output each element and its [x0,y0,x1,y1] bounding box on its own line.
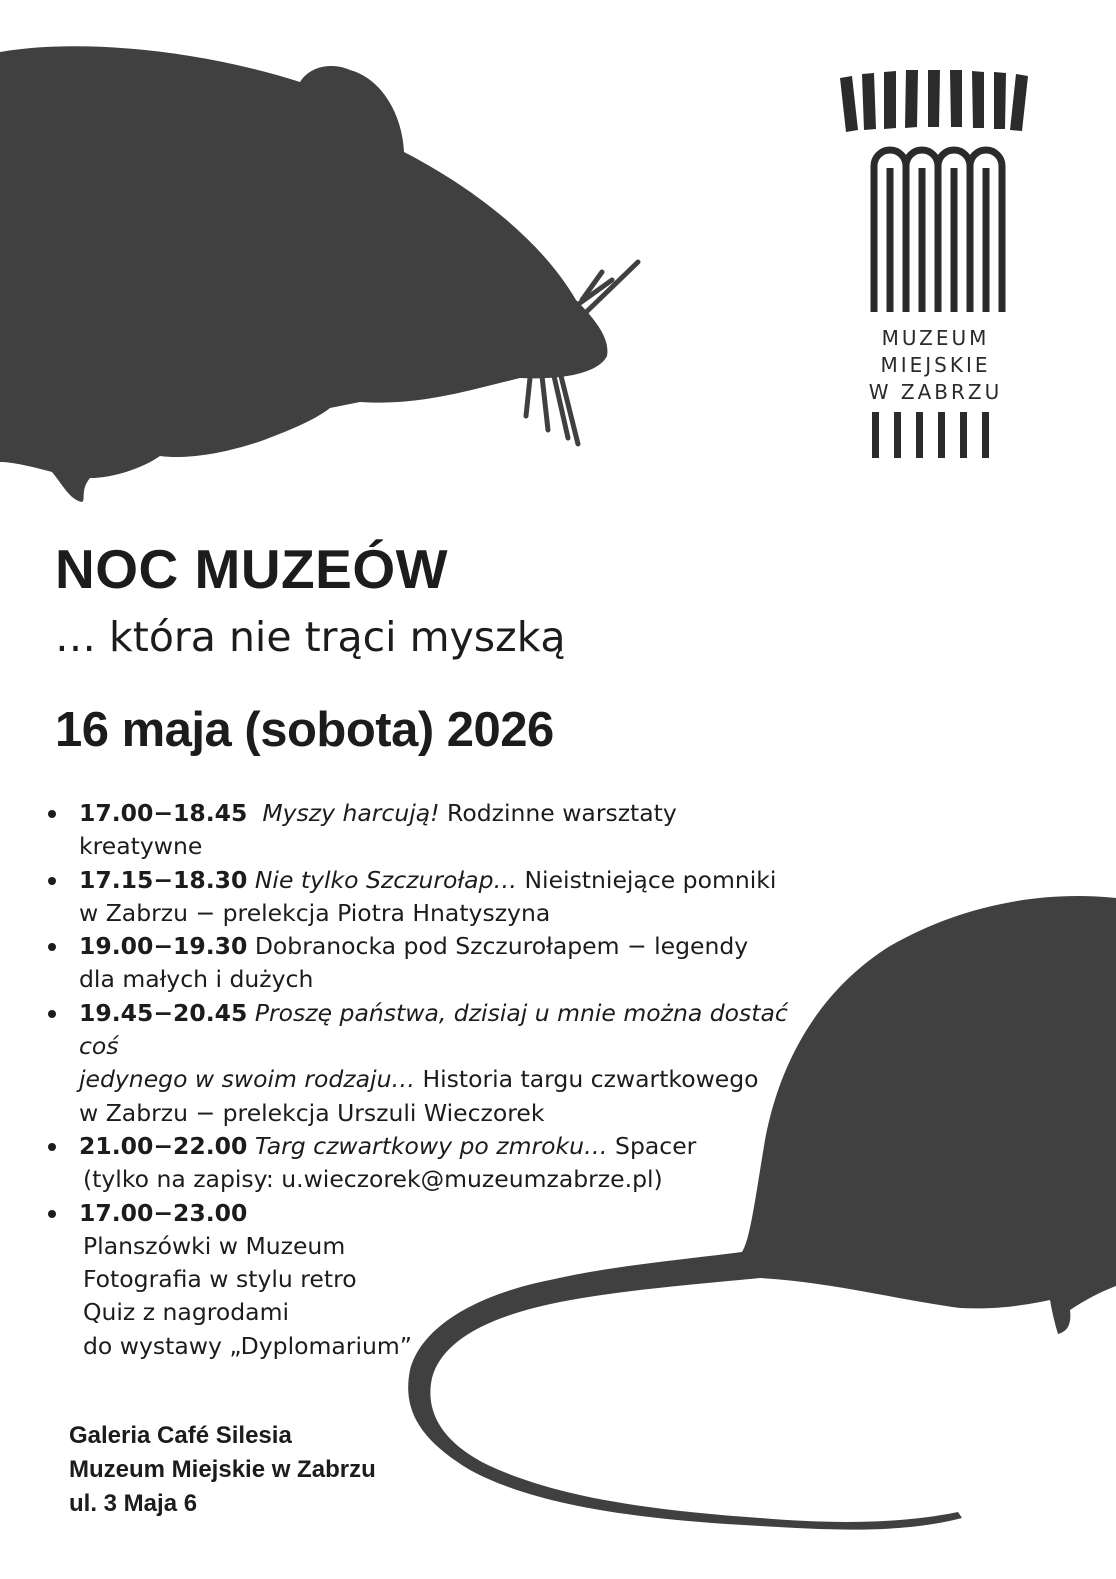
program-description-line: dla małych i dużych [79,965,314,994]
program-time: 19.45−20.45 [79,998,248,1027]
program-time: 17.15−18.30 [79,865,248,894]
program-item [42,930,802,997]
logo-line-2: MIEJSKIE [880,353,991,377]
page-title: NOC MUZEÓW [55,538,449,600]
event-date: 16 maja (sobota) 2026 [55,703,554,757]
program-item [42,1197,802,1363]
program-description: Rodzinne warsztaty kreatywne [79,799,677,861]
museum-name: Muzeum Miejskie w Zabrzu [69,1456,376,1483]
logo-line-1: MUZEUM [881,326,990,350]
program-description: Nieistniejące pomniki [517,865,777,894]
program-title: Myszy harcują! [262,799,440,827]
subtitle: … która nie trąci myszką [55,613,566,661]
program-item [42,864,802,931]
street-address: ul. 3 Maja 6 [69,1490,198,1517]
program-title: Targ czwartkowy po zmroku… [254,1131,608,1160]
mouse-head-silhouette-icon [0,46,638,502]
program-list [42,797,802,1363]
registration-note: (tylko na zapisy: u.wieczorek@muzeumzabrze.pl) [83,1165,663,1194]
program-description: Historia targu czwartkowego [414,1065,759,1094]
program-time: 21.00−22.00 [79,1131,248,1160]
venue-address [69,1419,376,1521]
program-description-line: w Zabrzu − prelekcja Piotra Hnatyszyna [79,898,551,927]
program-time: 19.00−19.30 [79,932,248,961]
program-time: 17.00−23.00 [79,1198,248,1227]
program-time: 17.00−18.45 [79,799,248,827]
program-title: Proszę państwa, dzisiaj u mnie można dostać coś [79,998,788,1061]
program-item [42,997,802,1130]
activity-item: Fotografia w stylu retro [83,1265,357,1294]
activity-item: Quiz z nagrodami [83,1298,290,1327]
program-title-continued: jedynego w swoim rodzaju… [79,1065,415,1094]
program-item [42,1130,802,1197]
program-description: Spacer [607,1131,697,1160]
venue-name: Galeria Café Silesia [69,1422,292,1449]
activity-item: Planszówki w Muzeum [83,1231,346,1260]
activity-item: do wystawy „Dyplomarium” [83,1331,412,1360]
logo-line-3: W ZABRZU [868,380,1003,404]
program-description-line: w Zabrzu − prelekcja Urszuli Wieczorek [79,1098,545,1127]
program-description: Dobranocka pod Szczurołapem − legendy [247,932,749,961]
museum-logo [838,68,1033,460]
program-item [42,797,802,864]
program-title: Nie tylko Szczurołap… [254,865,517,894]
